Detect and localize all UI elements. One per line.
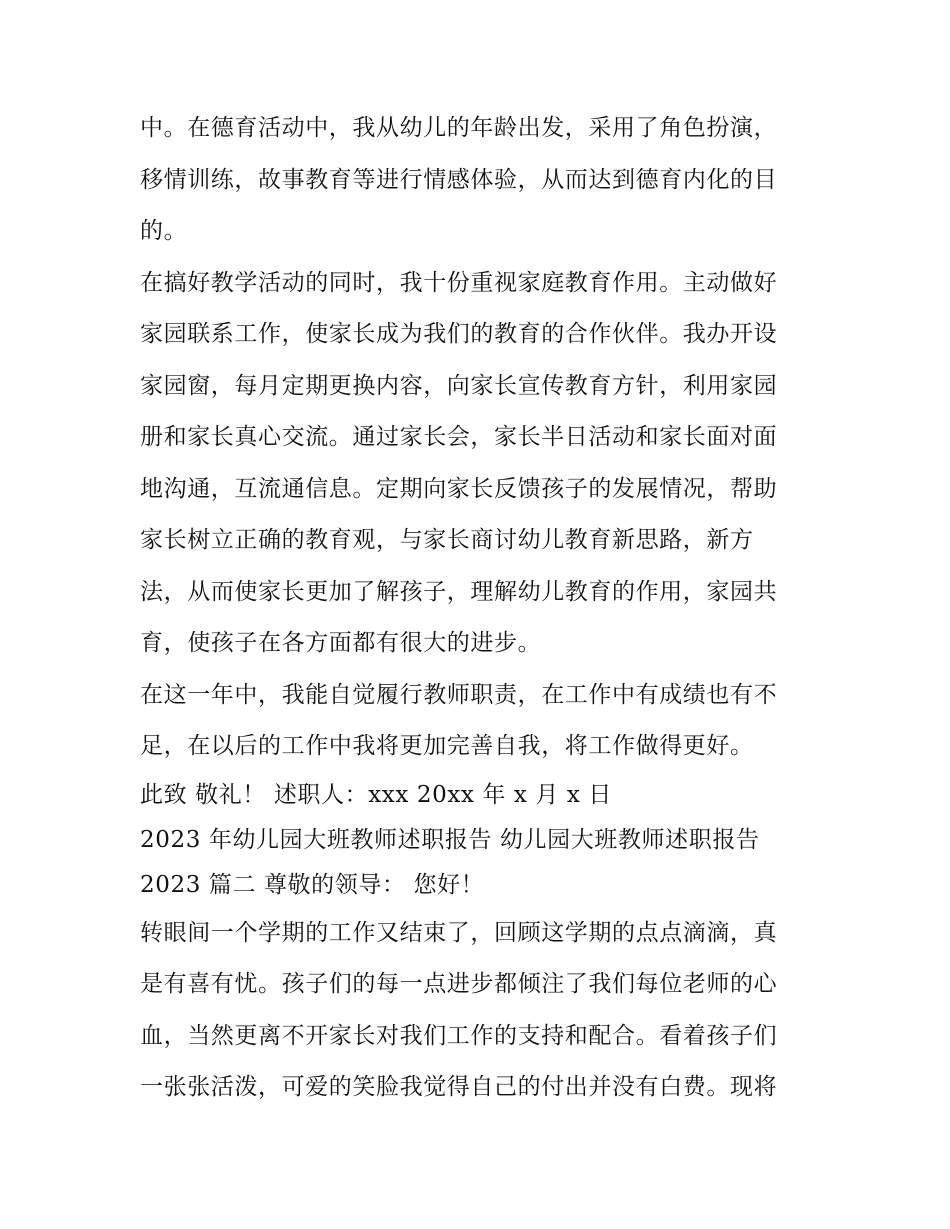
text-line: 足，在以后的工作中我将更加完善自我，将工作做得更好。 [140,733,754,759]
text-line: 的。 [140,218,188,244]
text-line: 法，从而使家长更加了解孩子，理解幼儿教育的作用，家园共 [140,578,778,605]
text-line: 中。在德育活动中，我从幼儿的年龄出发，采用了角色扮演， [140,115,778,141]
document-body [140,103,820,1114]
text-line: 地沟通，互流通信息。定期向家长反馈孩子的发展情况，帮助 [140,475,778,502]
text-line: 家园窗，每月定期更换内容，向家长宣传教育方针，利用家园 [140,372,778,399]
text-line: 在搞好教学活动的同时，我十份重视家庭教育作用。主动做好 [140,269,778,296]
report-title-line: 2023 年幼儿园大班教师述职报告 幼儿园大班教师述职报告 [140,826,760,853]
text-line: 一张张活泼，可爱的笑脸我觉得自己的付出并没有白费。现将 [140,1074,778,1100]
text-line: 转眼间一个学期的工作又结束了，回顾这学期的点点滴滴，真 [140,919,778,946]
text-line: 册和家长真心交流。通过家长会，家长半日活动和家长面对面 [140,424,778,450]
text-line: 在这一年中，我能自觉履行教师职责，在工作中有成绩也有不 [140,681,778,708]
text-line: 家长树立正确的教育观，与家长商讨幼儿教育新思路，新方 [140,527,754,553]
text-line: 血，当然更离不开家长对我们工作的支持和配合。看着孩子们 [140,1022,778,1049]
text-line: 是有喜有忧。孩子们的每一点进步都倾注了我们每位老师的心 [140,971,778,997]
text-line: 家园联系工作，使家长成为我们的教育的合作伙伴。我办开设 [140,321,778,347]
signature-line: 此致 敬礼！ 述职人：xxx 20xx 年 x 月 x 日 [140,781,612,808]
text-line: 育，使孩子在各方面都有很大的进步。 [140,630,542,656]
text-line: 移情训练，故事教育等进行情感体验，从而达到德育内化的目 [140,166,778,193]
salutation-line: 2023 篇二 尊敬的领导： 您好！ [140,871,485,898]
